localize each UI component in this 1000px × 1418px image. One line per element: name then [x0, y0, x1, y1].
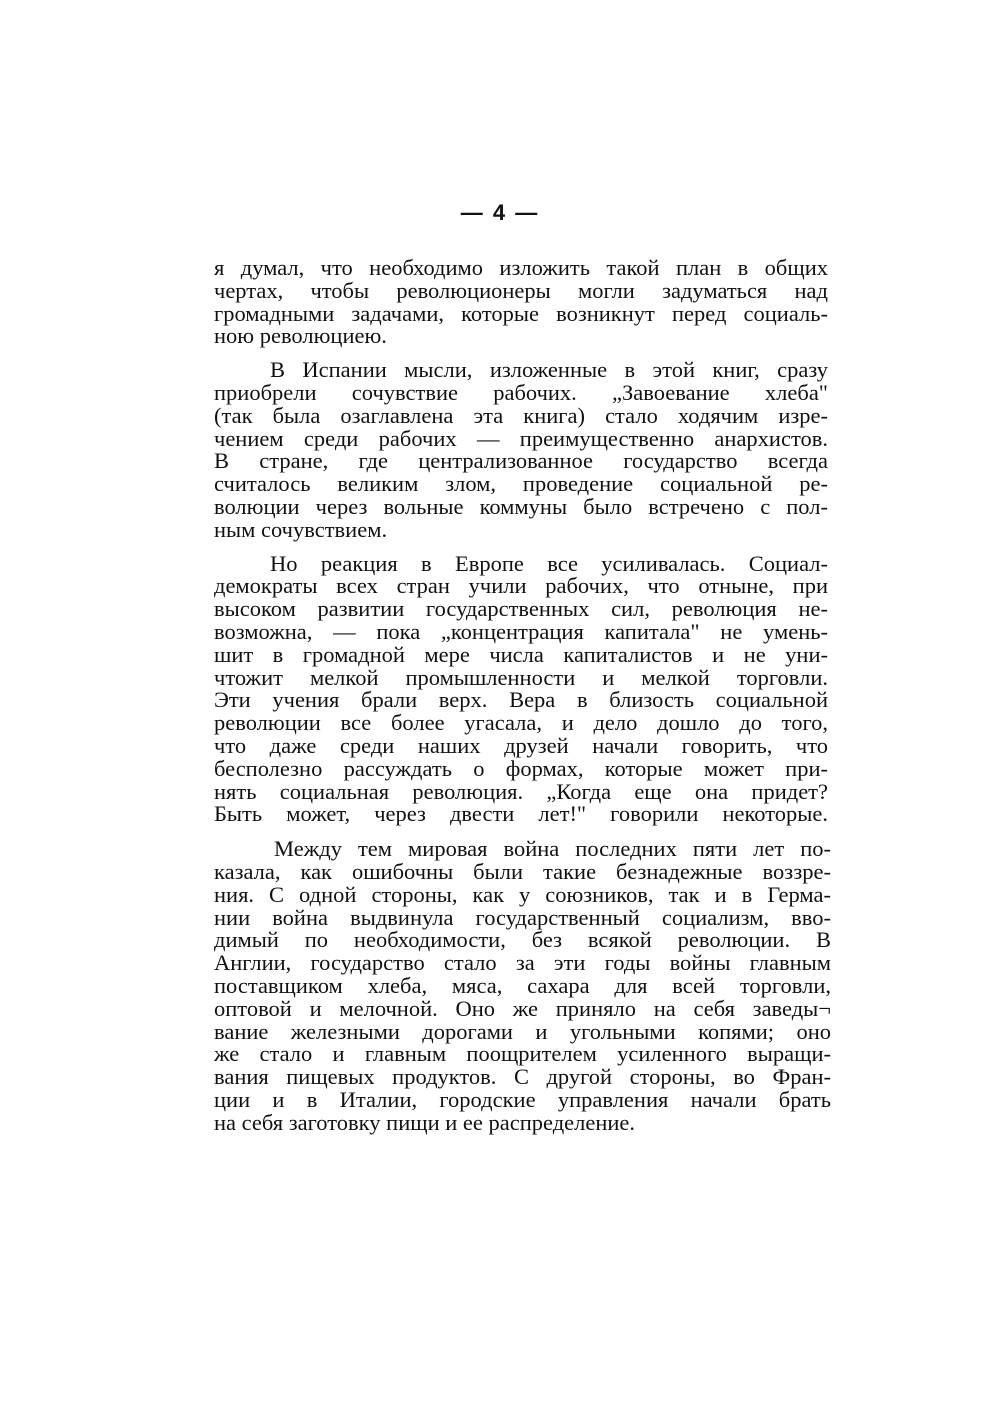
- text-line: вание железными дорогами и угольными копями; оно: [214, 1018, 831, 1044]
- text-line: Англии, государство стало за эти годы войны главным: [214, 950, 831, 976]
- text-line: на себя заготовку пищи и ее распределение.: [214, 1109, 636, 1135]
- text-line: вания пищевых продуктов. С другой стороны, во Фран-: [214, 1064, 831, 1090]
- text-line: шит в громадной мере числа капиталистов и не уни-: [214, 641, 828, 667]
- text-line: нять социальная революция. „Когда еще она придет?: [214, 778, 828, 804]
- text-line: высоком развитии государственных сил, революция не-: [214, 596, 828, 622]
- text-line: волюции через вольные коммуны было встречено с пол-: [214, 493, 828, 519]
- text-line: Быть может, через двести лет!" говорили некоторые.: [214, 801, 828, 827]
- text-line: приобрели сочувствие рабочих. „Завоевание хлеба": [214, 379, 828, 405]
- text-line: В стране, где централизованное государство всегда: [214, 448, 828, 474]
- text-line: демократы всех стран учили рабочих, что отныне, при: [214, 573, 828, 599]
- text-line: чтожит мелкой промышленности и мелкой торговли.: [214, 664, 828, 690]
- text-line: ным сочувствием.: [214, 516, 388, 542]
- text-line: Но реакция в Европе все усиливалась. Социал-: [270, 550, 828, 576]
- paragraph-1: [214, 257, 828, 348]
- text-line: я думал, что необходимо изложить такой план в общих: [214, 255, 828, 280]
- text-line: чением среди рабочих — преимущественно анархистов.: [214, 425, 828, 451]
- text-line: ции и в Италии, городские управления начали брать: [214, 1086, 831, 1112]
- text-line: оптовой и мелочной. Оно же приняло на себя заведы¬: [214, 995, 831, 1021]
- page-number: — 4 —: [460, 200, 540, 225]
- paragraph-3: [214, 550, 828, 827]
- text-line: чертах, чтобы революционеры могли задуматься над: [214, 277, 828, 303]
- text-line: (так была озаглавлена эта книга) стало ходячим изре-: [214, 402, 828, 428]
- paragraph-4: [214, 838, 831, 1134]
- text-line: считалось великим злом, проведение социальной ре-: [214, 471, 828, 497]
- text-line: ною революциею.: [214, 323, 387, 349]
- text-line: поставщиком хлеба, мяса, сахара для всей торговли,: [214, 972, 831, 998]
- text-line: Между тем мировая война последних пяти лет по-: [274, 836, 831, 862]
- text-line: громадными задачами, которые возникнут перед социаль-: [214, 300, 828, 326]
- text-line: казала, как ошибочны были такие безнадежные воззре-: [214, 858, 831, 884]
- text-line: бесполезно рассуждать о формах, которые может при-: [214, 755, 828, 781]
- text-line: же стало и главным поощрителем усиленного выращи-: [214, 1041, 831, 1067]
- text-line: В Испании мысли, изложенные в этой книг, сразу: [270, 357, 828, 383]
- paragraph-2: [214, 359, 828, 541]
- text-line: ния. С одной стороны, как у союзников, так и в Герма-: [214, 881, 831, 907]
- body-text: [214, 255, 831, 1135]
- text-line: нии война выдвинула государственный социализм, вво-: [214, 904, 831, 930]
- text-line: революции все более угасала, и дело дошло до того,: [214, 710, 828, 736]
- text-line: возможна, — пока „концентрация капитала" не умень-: [214, 618, 828, 644]
- text-line: что даже среди наших друзей начали говорить, что: [214, 732, 828, 758]
- text-line: димый по необходимости, без всякой революции. В: [214, 927, 831, 953]
- text-line: Эти учения брали верх. Вера в близость социальной: [214, 687, 828, 713]
